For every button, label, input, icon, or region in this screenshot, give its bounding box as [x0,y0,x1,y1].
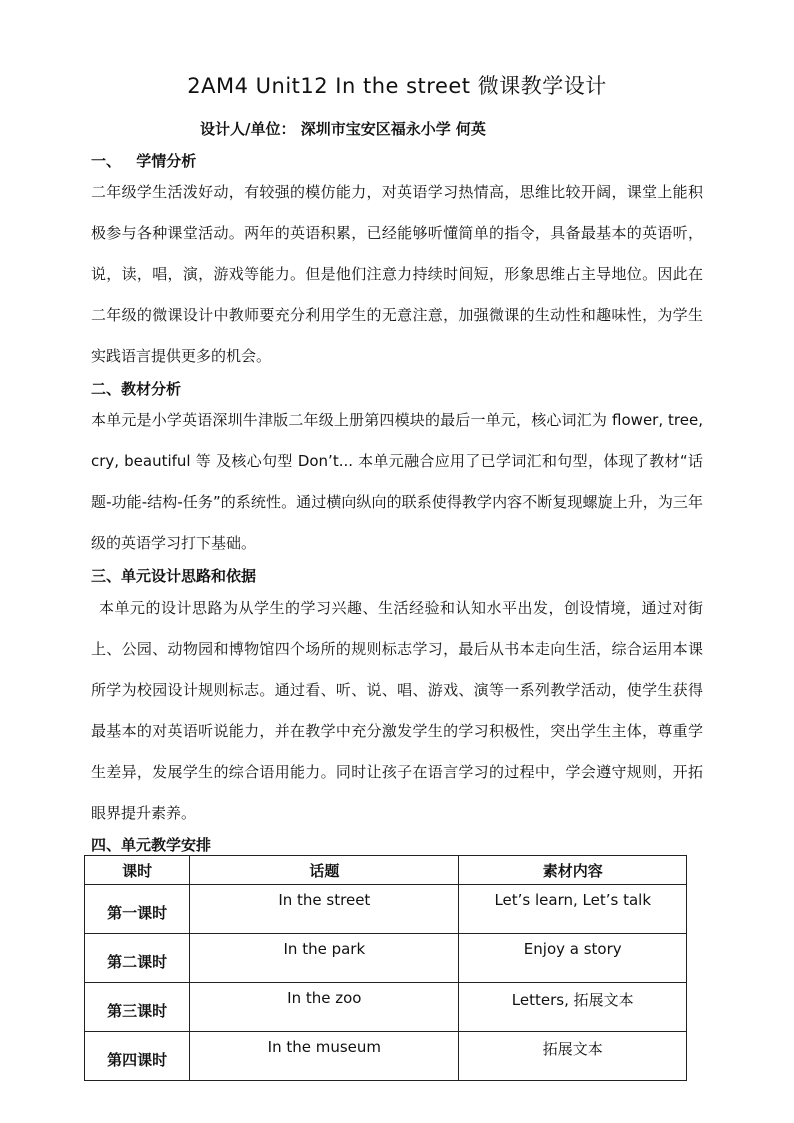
material-cell: Letters, 拓展文本 [459,983,687,1032]
section-2-heading [91,378,181,399]
header-period: 课时 [85,856,190,885]
table-row [85,885,687,934]
section-1-heading [91,150,196,171]
author-line: 设计人/单位： 深圳市宝安区福永小学 何英 [200,120,486,138]
material-cell: Let’s learn, Let’s talk [459,885,687,934]
topic-cell: In the street [190,885,459,934]
section-2-body: 本单元是小学英语深圳牛津版二年级上册第四模块的最后一单元，核心词汇为 flower, tree, cry, beautiful 等 及核心句型 Don’t... 本单元融合应用了已学词汇和句型，体现了教材“话题-功能-结构-任务”的系统性。通过横向纵向的联系使得教学内容不断复现螺旋上升，为三年级的英语学习打下基础。 [91,411,703,552]
section-1-number: 一、 [91,152,122,170]
topic-cell: In the museum [190,1032,459,1081]
topic-cell: In the zoo [190,983,459,1032]
period-cell: 第四课时 [85,1032,190,1081]
section-1-title: 学情分析 [136,152,197,170]
header-material: 素材内容 [459,856,687,885]
schedule-table [84,855,687,1081]
table-row [85,1032,687,1081]
section-4-heading [91,834,211,855]
material-cell: Enjoy a story [459,934,687,983]
period-cell: 第三课时 [85,983,190,1032]
topic-cell: In the park [190,934,459,983]
table-row [85,934,687,983]
section-3-body: 本单元的设计思路为从学生的学习兴趣、生活经验和认知水平出发，创设情境，通过对街上、公园、动物园和博物馆四个场所的规则标志学习，最后从书本走向生活，综合运用本课所学为校园设计规则标志。通过看、听、说、唱、游戏、演等一系列教学活动，使学生获得最基本的对英语听说能力，并在教学中充分激发学生的学习积极性，突出学生主体，尊重学生差异，发展学生的综合语用能力。同时让孩子在语言学习的过程中，学会遵守规则，开拓眼界提升素养。 [91,599,703,822]
document-title: 2AM4 Unit12 In the street 微课教学设计 [187,74,607,98]
period-cell: 第二课时 [85,934,190,983]
section-3-title: 三、单元设计思路和依据 [91,567,257,585]
material-cell: 拓展文本 [459,1032,687,1081]
header-topic: 话题 [190,856,459,885]
section-3-heading [91,565,256,586]
period-cell: 第一课时 [85,885,190,934]
section-1-body: 二年级学生活泼好动，有较强的模仿能力，对英语学习热情高，思维比较开阔，课堂上能积极参与各种课堂活动。两年的英语积累，已经能够听懂简单的指令，具备最基本的英语听，说，读，唱，演，游戏等能力。但是他们注意力持续时间短，形象思维占主导地位。因此在二年级的微课设计中教师要充分利用学生的无意注意，加强微课的生动性和趣味性，为学生实践语言提供更多的机会。 [91,183,703,365]
table-header-row [85,856,687,885]
table-row [85,983,687,1032]
section-4-title: 四、单元教学安排 [91,836,212,854]
section-2-title: 二、教材分析 [91,380,182,398]
